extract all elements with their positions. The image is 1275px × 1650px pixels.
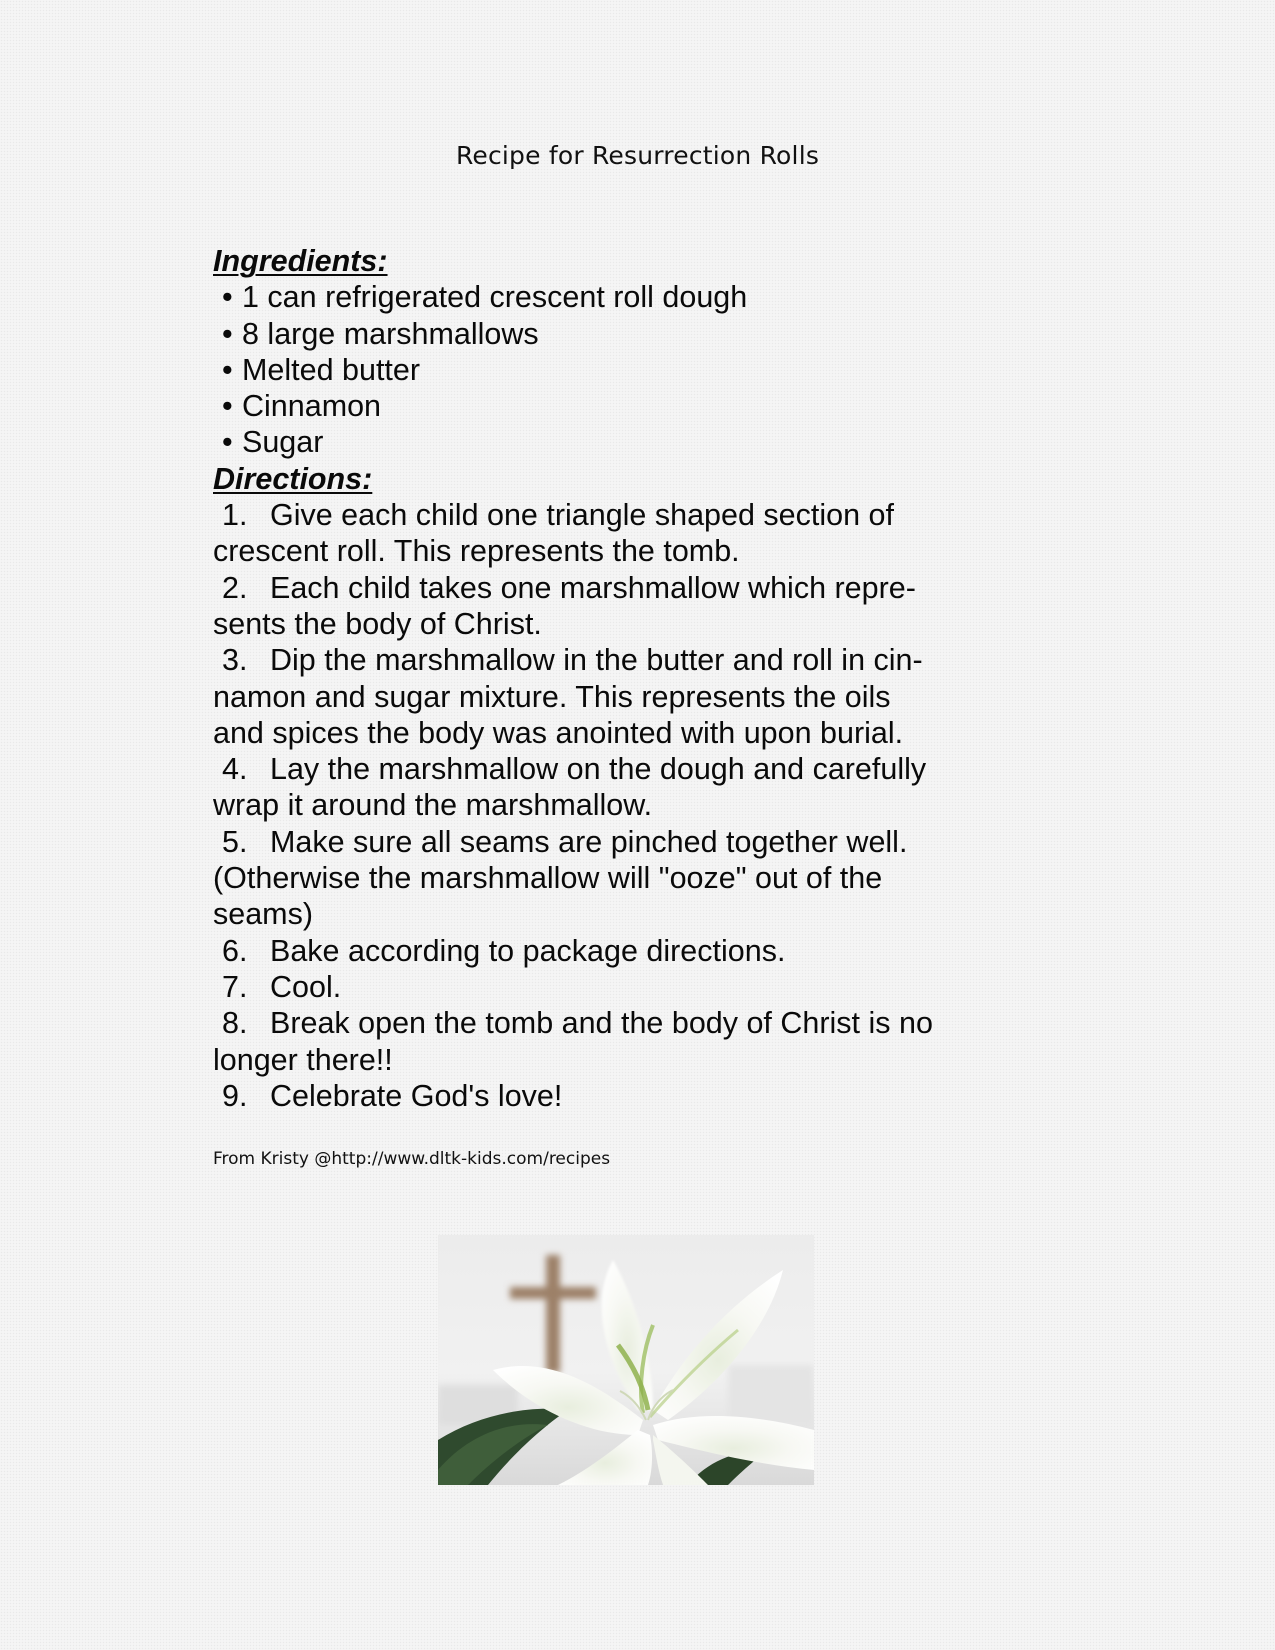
bullet-icon: •	[222, 280, 233, 315]
step-number: 4.	[222, 752, 248, 787]
step-line	[213, 969, 1013, 1005]
ingredient-text: 8 large marshmallows	[242, 316, 539, 351]
step-line	[213, 497, 1013, 533]
ingredient-list	[213, 279, 1013, 460]
step-line: wrap it around the marshmallow.	[213, 788, 653, 823]
step-line	[213, 824, 1013, 860]
step-text: Celebrate God's love!	[270, 1078, 563, 1113]
step-number: 9.	[222, 1078, 248, 1113]
step-text: Make sure all seams are pinched together well.	[270, 824, 908, 859]
ingredient-text: 1 can refrigerated crescent roll dough	[242, 280, 748, 315]
step-line	[213, 1005, 1013, 1041]
step-text: Dip the marshmallow in the butter and roll in cin-	[270, 643, 923, 678]
direction-step	[213, 969, 1013, 1005]
step-line: namon and sugar mixture. This represents the oils	[213, 679, 891, 714]
step-number: 3.	[222, 643, 248, 678]
ingredient-text: Cinnamon	[242, 389, 382, 424]
step-number: 5.	[222, 824, 248, 859]
step-line: (Otherwise the marshmallow will "ooze" out of the	[213, 861, 883, 896]
direction-step	[213, 1005, 1013, 1078]
direction-list	[213, 497, 1013, 1114]
step-text: Cool.	[270, 969, 342, 1004]
step-text: Give each child one triangle shaped section of	[270, 498, 894, 533]
direction-step	[213, 824, 1013, 933]
bullet-icon: •	[222, 425, 233, 460]
step-text: Lay the marshmallow on the dough and carefully	[270, 752, 927, 787]
bullet-icon: •	[222, 352, 233, 387]
step-text: Break open the tomb and the body of Christ is no	[270, 1006, 933, 1041]
list-item	[213, 279, 1013, 315]
step-line: seams)	[213, 897, 313, 932]
step-number: 8.	[222, 1006, 248, 1041]
step-line	[213, 1078, 1013, 1114]
direction-step	[213, 933, 1013, 969]
direction-step	[213, 751, 1013, 824]
step-text: Each child takes one marshmallow which repre-	[270, 570, 916, 605]
ingredient-text: Sugar	[242, 425, 324, 460]
list-item	[213, 316, 1013, 352]
step-number: 6.	[222, 933, 248, 968]
step-number: 2.	[222, 570, 248, 605]
directions-heading: Directions:	[213, 461, 373, 496]
ingredients-heading: Ingredients:	[213, 244, 388, 278]
list-item	[213, 424, 1013, 460]
direction-step	[213, 642, 1013, 751]
step-line	[213, 933, 1013, 969]
page-title: Recipe for Resurrection Rolls	[455, 141, 820, 170]
step-line	[213, 570, 1013, 606]
bullet-icon: •	[222, 316, 233, 351]
step-line: longer there!!	[213, 1042, 393, 1077]
lily-with-cross-photo	[438, 1235, 814, 1485]
direction-step	[213, 497, 1013, 570]
step-text: Bake according to package directions.	[270, 933, 786, 968]
list-item	[213, 352, 1013, 388]
step-line: sents the body of Christ.	[213, 606, 542, 641]
bullet-icon: •	[222, 389, 233, 424]
list-item	[213, 388, 1013, 424]
lily-icon	[438, 1235, 814, 1485]
step-line: and spices the body was anointed with upon burial.	[213, 715, 904, 750]
step-number: 1.	[222, 498, 248, 533]
step-number: 7.	[222, 969, 248, 1004]
source-credit: From Kristy @http://www.dltk-kids.com/recipes	[213, 1149, 611, 1169]
step-line	[213, 751, 1013, 787]
step-line	[213, 642, 1013, 678]
direction-step	[213, 1078, 1013, 1114]
direction-step	[213, 570, 1013, 643]
recipe-body	[213, 243, 1013, 1114]
step-line: crescent roll. This represents the tomb.	[213, 534, 740, 569]
ingredient-text: Melted butter	[242, 352, 421, 387]
